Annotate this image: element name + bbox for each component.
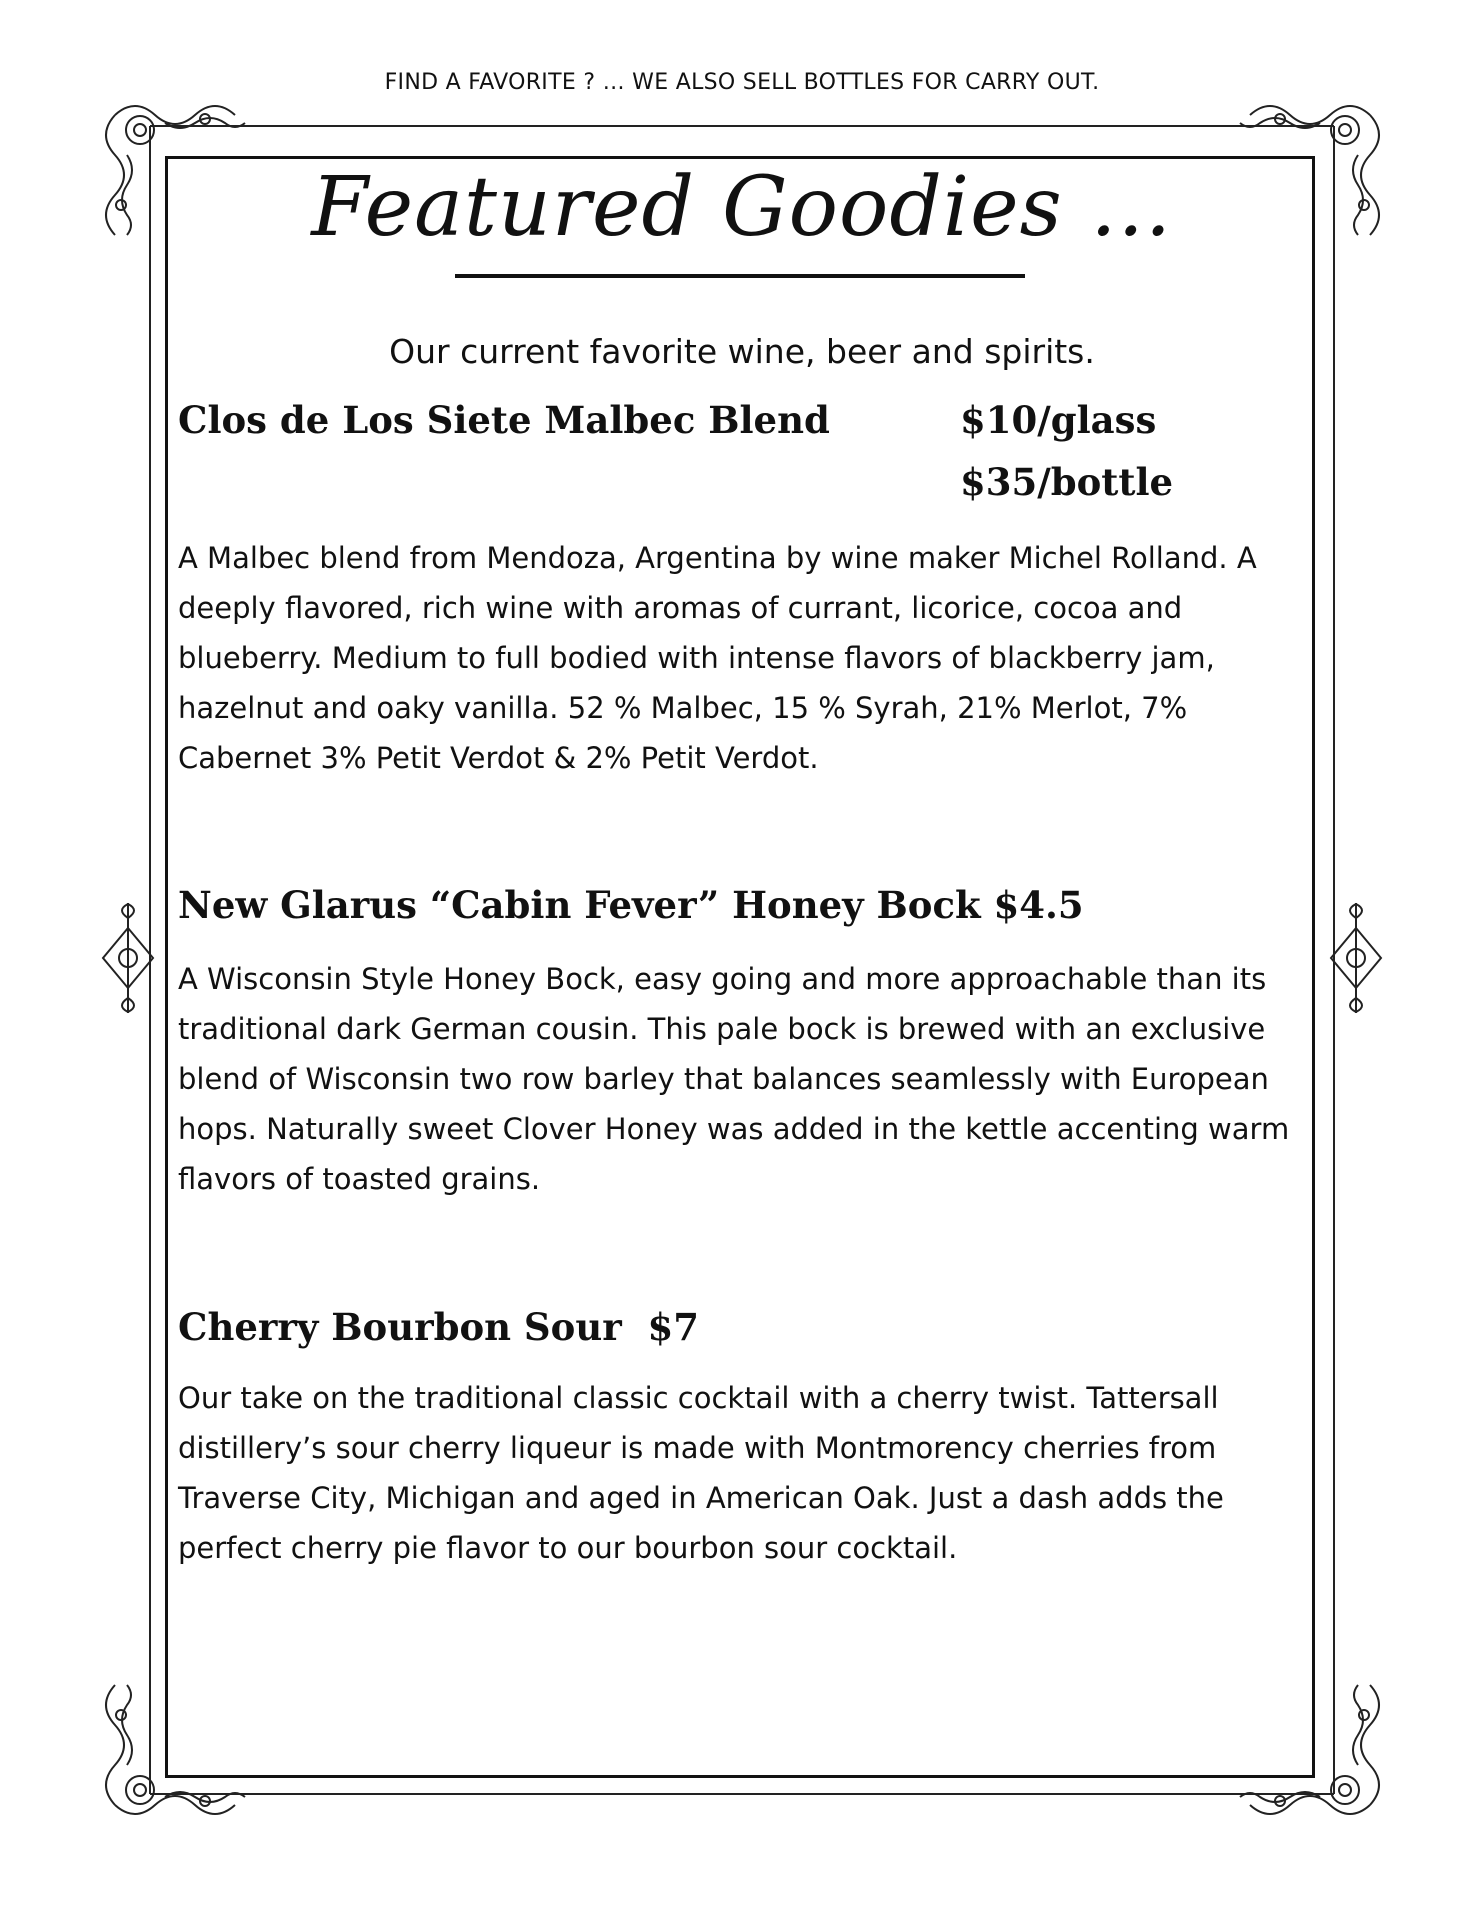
item-name-honey-bock: New Glarus “Cabin Fever” Honey Bock $4.5 xyxy=(178,883,1084,927)
item-name-cherry-bourbon-sour: Cherry Bourbon Sour $7 xyxy=(178,1305,699,1349)
item-description-malbec: A Malbec blend from Mendoza, Argentina by wine maker Michel Rolland. A deeply flavored, rich wine with aromas of currant, licorice, cocoa and blueberry. Medium to full bodied with intense flavors of blackberry jam, hazelnut and oaky vanilla. 52 % Malbec, 15 % Syrah, 21% Merlot, 7% Cabernet 3% Petit Verdot & 2% Petit Verdot. xyxy=(178,541,1257,775)
item-price-bottle: $35/bottle xyxy=(960,460,1174,504)
item-description-honey-bock: A Wisconsin Style Honey Bock, easy going and more approachable than its traditional dark German cousin. This pale bock is brewed with an exclusive blend of Wisconsin two row barley that balances seamlessly with European hops. Naturally sweet Clover Honey was added in the kettle accenting warm flavors of toasted grains. xyxy=(178,962,1290,1196)
header-note: FIND A FAVORITE ? … WE ALSO SELL BOTTLES FOR CARRY OUT. xyxy=(384,70,1100,95)
item-price-glass: $10/glass xyxy=(960,398,1157,442)
page-title: Featured Goodies … xyxy=(311,160,1173,255)
side-ornament-right-icon xyxy=(1326,898,1386,1018)
title-underline xyxy=(455,274,1025,278)
side-ornament-left-icon xyxy=(98,898,158,1018)
page-subtitle: Our current favorite wine, beer and spirits. xyxy=(389,332,1095,371)
item-description-cherry-bourbon-sour: Our take on the traditional classic cocktail with a cherry twist. Tattersall distillery’s sour cherry liqueur is made with Montmorency cherries from Traverse City, Michigan and aged in American Oak. Just a dash adds the perfect cherry pie flavor to our bourbon sour cocktail. xyxy=(178,1381,1224,1565)
item-name-malbec: Clos de Los Siete Malbec Blend xyxy=(178,398,830,442)
